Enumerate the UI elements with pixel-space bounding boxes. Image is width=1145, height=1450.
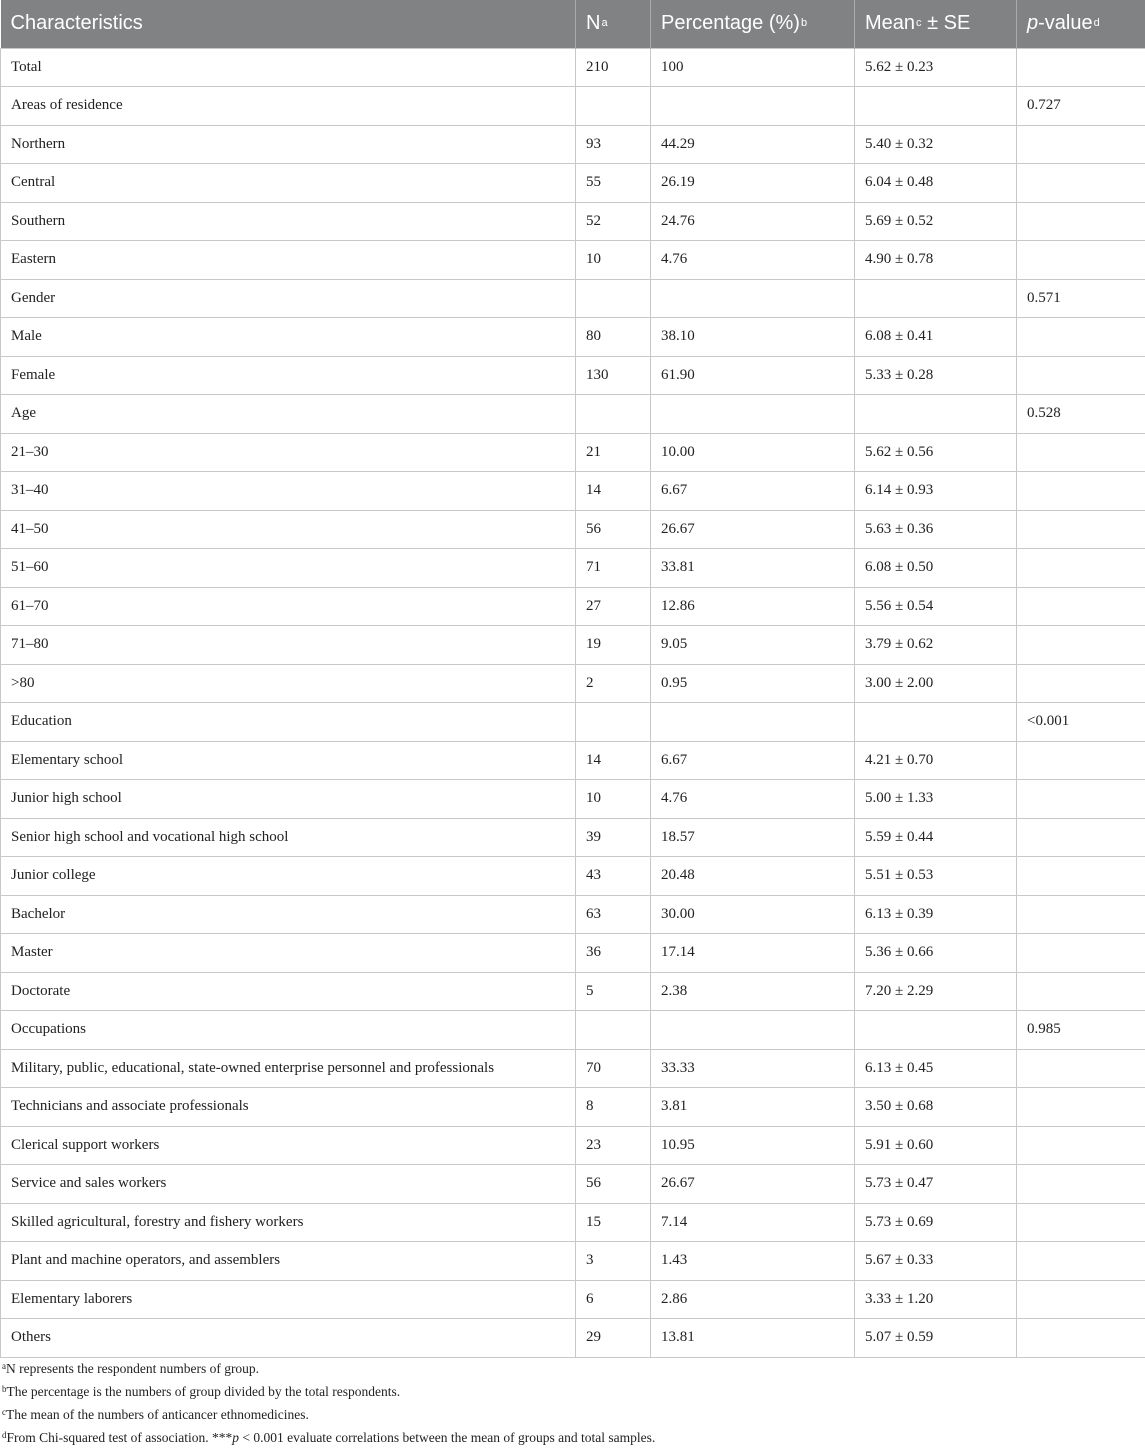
cell-mean-se: 5.59 ± 0.44 [855, 818, 1017, 857]
header-percentage: Percentage (%)$^b$ [651, 0, 855, 48]
table-row [1, 549, 1145, 588]
cell-characteristic: Eastern [1, 241, 576, 280]
cell-characteristic: Southern [1, 202, 576, 241]
table-row [1, 279, 1145, 318]
cell-characteristic: Elementary laborers [1, 1280, 576, 1319]
cell-n [576, 87, 651, 126]
cell-n: 70 [576, 1049, 651, 1088]
cell-n: 36 [576, 934, 651, 973]
cell-percentage: 26.19 [651, 164, 855, 203]
table-row [1, 1011, 1145, 1050]
cell-p-value [1017, 972, 1145, 1011]
cell-p-value [1017, 626, 1145, 665]
cell-mean-se: 7.20 ± 2.29 [855, 972, 1017, 1011]
cell-n: 2 [576, 664, 651, 703]
cell-mean-se: 3.33 ± 1.20 [855, 1280, 1017, 1319]
header-characteristics: Characteristics [1, 0, 576, 48]
cell-p-value: 0.985 [1017, 1011, 1145, 1050]
cell-characteristic: Male [1, 318, 576, 357]
cell-p-value [1017, 780, 1145, 819]
header-row [1, 0, 1145, 48]
table-row [1, 125, 1145, 164]
cell-n: 130 [576, 356, 651, 395]
cell-p-value: <0.001 [1017, 703, 1145, 742]
cell-n [576, 1011, 651, 1050]
table-row [1, 972, 1145, 1011]
cell-p-value [1017, 241, 1145, 280]
cell-p-value [1017, 895, 1145, 934]
cell-p-value [1017, 510, 1145, 549]
table-row [1, 510, 1145, 549]
cell-characteristic: 71–80 [1, 626, 576, 665]
cell-mean-se: 5.62 ± 0.56 [855, 433, 1017, 472]
cell-n: 6 [576, 1280, 651, 1319]
cell-mean-se: 6.04 ± 0.48 [855, 164, 1017, 203]
cell-p-value [1017, 1203, 1145, 1242]
cell-mean-se: 5.62 ± 0.23 [855, 48, 1017, 87]
table-row [1, 202, 1145, 241]
cell-characteristic: Technicians and associate professionals [1, 1088, 576, 1127]
cell-characteristic: Junior college [1, 857, 576, 896]
cell-mean-se [855, 87, 1017, 126]
cell-mean-se: 6.13 ± 0.45 [855, 1049, 1017, 1088]
table-row [1, 895, 1145, 934]
cell-percentage [651, 1011, 855, 1050]
cell-percentage: 17.14 [651, 934, 855, 973]
cell-n: 21 [576, 433, 651, 472]
cell-n: 14 [576, 741, 651, 780]
cell-characteristic: Military, public, educational, state-owned enterprise personnel and professionals [1, 1049, 576, 1088]
cell-characteristic: Areas of residence [1, 87, 576, 126]
cell-mean-se: 3.50 ± 0.68 [855, 1088, 1017, 1127]
cell-p-value [1017, 125, 1145, 164]
table-row [1, 164, 1145, 203]
cell-p-value [1017, 934, 1145, 973]
cell-characteristic: Northern [1, 125, 576, 164]
cell-percentage: 4.76 [651, 241, 855, 280]
cell-characteristic: Bachelor [1, 895, 576, 934]
cell-percentage: 10.00 [651, 433, 855, 472]
cell-characteristic: Service and sales workers [1, 1165, 576, 1204]
cell-percentage: 26.67 [651, 1165, 855, 1204]
cell-n [576, 703, 651, 742]
cell-p-value [1017, 1126, 1145, 1165]
cell-characteristic: Master [1, 934, 576, 973]
cell-percentage [651, 395, 855, 434]
table-row [1, 1126, 1145, 1165]
cell-n: 210 [576, 48, 651, 87]
cell-characteristic: Skilled agricultural, forestry and fishery workers [1, 1203, 576, 1242]
table-row [1, 1280, 1145, 1319]
table-row [1, 48, 1145, 87]
cell-mean-se: 6.08 ± 0.50 [855, 549, 1017, 588]
cell-n: 3 [576, 1242, 651, 1281]
cell-percentage: 1.43 [651, 1242, 855, 1281]
cell-percentage: 4.76 [651, 780, 855, 819]
cell-n: 10 [576, 241, 651, 280]
cell-percentage: 33.33 [651, 1049, 855, 1088]
table-row [1, 664, 1145, 703]
cell-percentage: 61.90 [651, 356, 855, 395]
table-row [1, 395, 1145, 434]
cell-n: 39 [576, 818, 651, 857]
cell-mean-se: 6.13 ± 0.39 [855, 895, 1017, 934]
cell-p-value [1017, 472, 1145, 511]
cell-mean-se [855, 279, 1017, 318]
cell-mean-se: 5.36 ± 0.66 [855, 934, 1017, 973]
cell-p-value [1017, 741, 1145, 780]
cell-percentage: 13.81 [651, 1319, 855, 1358]
cell-p-value [1017, 1242, 1145, 1281]
cell-percentage [651, 87, 855, 126]
cell-p-value [1017, 433, 1145, 472]
cell-percentage: 3.81 [651, 1088, 855, 1127]
cell-characteristic: Plant and machine operators, and assemblers [1, 1242, 576, 1281]
cell-p-value [1017, 1165, 1145, 1204]
cell-percentage: 7.14 [651, 1203, 855, 1242]
cell-mean-se [855, 1011, 1017, 1050]
cell-mean-se: 5.07 ± 0.59 [855, 1319, 1017, 1358]
cell-p-value [1017, 664, 1145, 703]
cell-characteristic: Occupations [1, 1011, 576, 1050]
cell-p-value [1017, 818, 1145, 857]
cell-characteristic: >80 [1, 664, 576, 703]
cell-p-value [1017, 318, 1145, 357]
cell-n: 23 [576, 1126, 651, 1165]
cell-characteristic: Total [1, 48, 576, 87]
cell-characteristic: Age [1, 395, 576, 434]
cell-percentage: 9.05 [651, 626, 855, 665]
cell-characteristic: 31–40 [1, 472, 576, 511]
header-n: $N^a$ [576, 0, 651, 48]
cell-p-value: 0.571 [1017, 279, 1145, 318]
cell-percentage: 6.67 [651, 472, 855, 511]
table-footnotes [0, 1358, 1145, 1450]
cell-percentage: 24.76 [651, 202, 855, 241]
cell-mean-se: 5.63 ± 0.36 [855, 510, 1017, 549]
table-row [1, 857, 1145, 896]
cell-percentage: 2.86 [651, 1280, 855, 1319]
cell-mean-se: 4.21 ± 0.70 [855, 741, 1017, 780]
cell-characteristic: Others [1, 1319, 576, 1358]
cell-n: 63 [576, 895, 651, 934]
cell-p-value [1017, 164, 1145, 203]
cell-mean-se: 5.67 ± 0.33 [855, 1242, 1017, 1281]
table-row [1, 626, 1145, 665]
cell-percentage: 20.48 [651, 857, 855, 896]
table-row [1, 703, 1145, 742]
cell-percentage: 2.38 [651, 972, 855, 1011]
table-row [1, 587, 1145, 626]
cell-n: 43 [576, 857, 651, 896]
cell-mean-se: 5.00 ± 1.33 [855, 780, 1017, 819]
cell-characteristic: Female [1, 356, 576, 395]
table-row [1, 1165, 1145, 1204]
cell-mean-se: 5.33 ± 0.28 [855, 356, 1017, 395]
cell-n: 10 [576, 780, 651, 819]
cell-mean-se: 5.40 ± 0.32 [855, 125, 1017, 164]
cell-n: 93 [576, 125, 651, 164]
cell-percentage: 10.95 [651, 1126, 855, 1165]
cell-percentage: 0.95 [651, 664, 855, 703]
cell-n: 52 [576, 202, 651, 241]
cell-characteristic: Senior high school and vocational high school [1, 818, 576, 857]
cell-characteristic: 61–70 [1, 587, 576, 626]
cell-n: 5 [576, 972, 651, 1011]
cell-mean-se: 6.08 ± 0.41 [855, 318, 1017, 357]
table-header [1, 0, 1145, 48]
header-mean-se: Mean$^c$ ± SE [855, 0, 1017, 48]
table-row [1, 433, 1145, 472]
footnote-d: $^d$From Chi-squared test of association. ***p < 0.001 evaluate correlations between the mean of groups and total samples. [0, 1427, 1145, 1450]
cell-n: 56 [576, 1165, 651, 1204]
cell-percentage: 26.67 [651, 510, 855, 549]
cell-n [576, 279, 651, 318]
header-p-value: p-value$^d$ [1017, 0, 1145, 48]
cell-n: 55 [576, 164, 651, 203]
cell-n: 15 [576, 1203, 651, 1242]
cell-percentage: 30.00 [651, 895, 855, 934]
table-row [1, 87, 1145, 126]
cell-percentage: 38.10 [651, 318, 855, 357]
cell-p-value [1017, 1280, 1145, 1319]
table-row [1, 1319, 1145, 1358]
cell-characteristic: Gender [1, 279, 576, 318]
cell-percentage: 6.67 [651, 741, 855, 780]
cell-p-value: 0.528 [1017, 395, 1145, 434]
cell-mean-se: 5.73 ± 0.47 [855, 1165, 1017, 1204]
cell-percentage: 33.81 [651, 549, 855, 588]
cell-n: 19 [576, 626, 651, 665]
cell-mean-se: 5.69 ± 0.52 [855, 202, 1017, 241]
cell-percentage [651, 703, 855, 742]
cell-p-value [1017, 857, 1145, 896]
table-row [1, 472, 1145, 511]
cell-characteristic: 21–30 [1, 433, 576, 472]
table-row [1, 741, 1145, 780]
cell-p-value [1017, 1319, 1145, 1358]
cell-p-value [1017, 356, 1145, 395]
cell-mean-se: 3.00 ± 2.00 [855, 664, 1017, 703]
table-row [1, 934, 1145, 973]
cell-characteristic: Elementary school [1, 741, 576, 780]
footnote-b: $^b$The percentage is the numbers of group divided by the total respondents. [0, 1381, 1145, 1404]
table-row [1, 318, 1145, 357]
cell-mean-se: 5.56 ± 0.54 [855, 587, 1017, 626]
cell-n: 8 [576, 1088, 651, 1127]
cell-characteristic: 41–50 [1, 510, 576, 549]
footnote-c: $^c$The mean of the numbers of anticancer ethnomedicines. [0, 1404, 1145, 1427]
table-row [1, 780, 1145, 819]
cell-mean-se [855, 395, 1017, 434]
cell-characteristic: Central [1, 164, 576, 203]
table-row [1, 1203, 1145, 1242]
cell-characteristic: Junior high school [1, 780, 576, 819]
cell-mean-se [855, 703, 1017, 742]
cell-p-value [1017, 549, 1145, 588]
cell-percentage: 18.57 [651, 818, 855, 857]
table-body [1, 48, 1145, 1357]
cell-mean-se: 5.91 ± 0.60 [855, 1126, 1017, 1165]
cell-mean-se: 6.14 ± 0.93 [855, 472, 1017, 511]
cell-characteristic: Doctorate [1, 972, 576, 1011]
cell-p-value [1017, 48, 1145, 87]
cell-percentage: 12.86 [651, 587, 855, 626]
cell-n: 29 [576, 1319, 651, 1358]
cell-p-value [1017, 587, 1145, 626]
cell-mean-se: 5.73 ± 0.69 [855, 1203, 1017, 1242]
cell-p-value: 0.727 [1017, 87, 1145, 126]
table-row [1, 241, 1145, 280]
table-row [1, 1242, 1145, 1281]
cell-characteristic: 51–60 [1, 549, 576, 588]
cell-mean-se: 5.51 ± 0.53 [855, 857, 1017, 896]
footnote-a: $^a$N represents the respondent numbers of group. [0, 1358, 1145, 1381]
cell-percentage: 100 [651, 48, 855, 87]
table-row [1, 356, 1145, 395]
cell-mean-se: 4.90 ± 0.78 [855, 241, 1017, 280]
table-row [1, 1049, 1145, 1088]
cell-characteristic: Clerical support workers [1, 1126, 576, 1165]
cell-p-value [1017, 1088, 1145, 1127]
cell-percentage: 44.29 [651, 125, 855, 164]
cell-characteristic: Education [1, 703, 576, 742]
cell-n: 80 [576, 318, 651, 357]
table-row [1, 818, 1145, 857]
cell-p-value [1017, 1049, 1145, 1088]
table-row [1, 1088, 1145, 1127]
cell-n: 71 [576, 549, 651, 588]
cell-n [576, 395, 651, 434]
cell-n: 14 [576, 472, 651, 511]
cell-n: 27 [576, 587, 651, 626]
cell-p-value [1017, 202, 1145, 241]
cell-percentage [651, 279, 855, 318]
cell-n: 56 [576, 510, 651, 549]
cell-mean-se: 3.79 ± 0.62 [855, 626, 1017, 665]
